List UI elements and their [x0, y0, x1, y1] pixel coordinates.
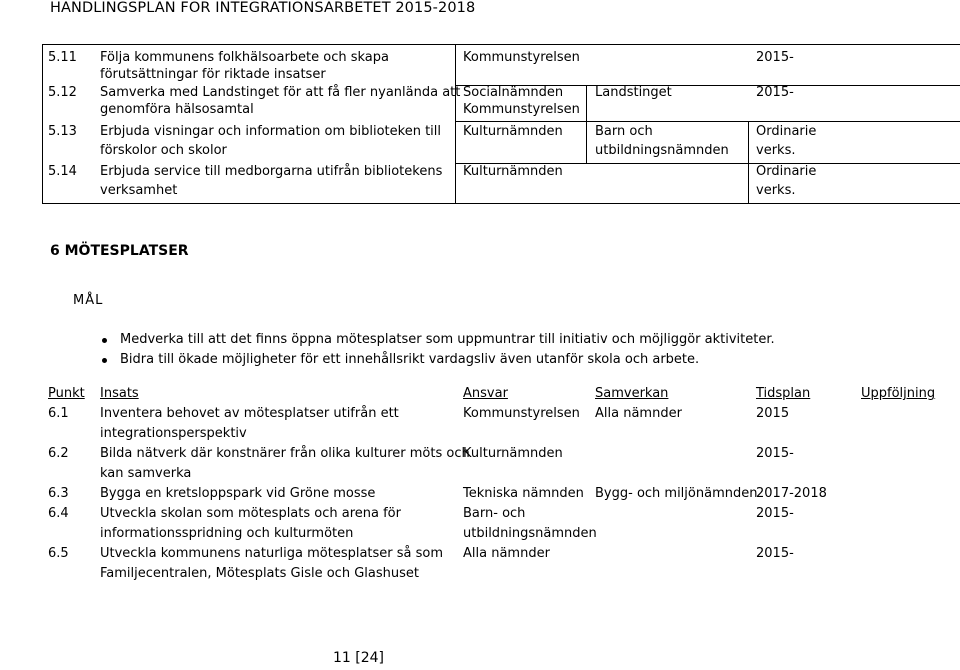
- bullet-icon: [102, 358, 107, 363]
- row-insats: informationsspridning och kulturmöten: [100, 526, 354, 541]
- row-ansvar: Socialnämnden: [463, 85, 564, 100]
- row-insats: Bilda nätverk där konstnärer från olika kulturer möts och: [100, 446, 470, 461]
- row-tidsplan: 2015-: [756, 506, 794, 521]
- column-header-uppfoljning: Uppföljning: [861, 386, 936, 401]
- row-tidsplan: 2015-: [756, 546, 794, 561]
- row-insats: Följa kommunens folkhälsoarbete och skapa: [100, 50, 389, 65]
- row-tidsplan: Ordinarie: [756, 124, 817, 139]
- column-header-punkt: Punkt: [48, 386, 85, 401]
- table-line: [42, 44, 960, 45]
- row-ansvar: Kommunstyrelsen: [463, 50, 580, 65]
- row-ansvar: Kulturnämnden: [463, 164, 563, 179]
- row-insats: Familjecentralen, Mötesplats Gisle och Glashuset: [100, 566, 419, 581]
- column-header-ansvar: Ansvar: [463, 386, 508, 401]
- bullet-icon: [102, 338, 107, 343]
- column-header-samverkan: Samverkan: [595, 386, 669, 401]
- row-ansvar: utbildningsnämnden: [463, 526, 597, 541]
- row-insats: kan samverka: [100, 466, 192, 481]
- row-insats: förutsättningar för riktade insatser: [100, 67, 326, 82]
- row-insats: Utveckla kommunens naturliga mötesplatser så som: [100, 546, 444, 561]
- row-tidsplan: 2015-: [756, 50, 794, 65]
- row-ansvar: Tekniska nämnden: [463, 486, 584, 501]
- row-ansvar: Alla nämnder: [463, 546, 550, 561]
- page-number: 11 [24]: [333, 650, 385, 666]
- goal-text: Bidra till ökade möjligheter för ett innehållsrikt vardagsliv även utanför skola och arbete.: [120, 352, 700, 367]
- row-ansvar: Kommunstyrelsen: [463, 102, 580, 117]
- row-samverkan: Barn och: [595, 124, 653, 139]
- row-ansvar: Kulturnämnden: [463, 124, 563, 139]
- row-tidsplan: 2015-: [756, 446, 794, 461]
- row-punkt: 6.1: [48, 406, 69, 421]
- goal-text: Medverka till att det finns öppna mötesplatser som uppmuntrar till initiativ och möjliggör aktiviteter.: [120, 332, 775, 347]
- row-tidsplan: 2015-: [756, 85, 794, 100]
- row-punkt: 6.3: [48, 486, 69, 501]
- row-samverkan: utbildningsnämnden: [595, 143, 729, 158]
- column-header-tidsplan: Tidsplan: [756, 386, 811, 401]
- row-punkt: 5.11: [48, 50, 77, 65]
- row-ansvar: Barn- och: [463, 506, 526, 521]
- table-line: [455, 121, 960, 122]
- goal-label: MÅL: [73, 293, 104, 308]
- table-line: [42, 203, 960, 204]
- row-ansvar: Kulturnämnden: [463, 446, 563, 461]
- row-insats: Utveckla skolan som mötesplats och arena för: [100, 506, 401, 521]
- row-insats: genomföra hälsosamtal: [100, 102, 254, 117]
- row-ansvar: Kommunstyrelsen: [463, 406, 580, 421]
- row-insats: integrationsperspektiv: [100, 426, 247, 441]
- row-punkt: 6.5: [48, 546, 69, 561]
- row-insats: Erbjuda service till medborgarna utifrån bibliotekens: [100, 164, 443, 179]
- row-samverkan: Landstinget: [595, 85, 672, 100]
- row-punkt: 5.14: [48, 164, 77, 179]
- row-insats: verksamhet: [100, 183, 178, 198]
- row-insats: Inventera behovet av mötesplatser utifrån ett: [100, 406, 399, 421]
- row-tidsplan: Ordinarie: [756, 164, 817, 179]
- row-punkt: 5.13: [48, 124, 77, 139]
- section-heading: 6 MÖTESPLATSER: [50, 243, 189, 259]
- row-punkt: 6.4: [48, 506, 69, 521]
- table-line: [455, 44, 456, 204]
- document-header: HANDLINGSPLAN FÖR INTEGRATIONSARBETET 2015-2018: [50, 0, 476, 16]
- row-insats: Bygga en kretsloppspark vid Gröne mosse: [100, 486, 376, 501]
- row-tidsplan: 2015: [756, 406, 790, 421]
- row-punkt: 6.2: [48, 446, 69, 461]
- row-insats: Samverka med Landstinget för att få fler nyanlända att: [100, 85, 461, 100]
- table-line: [42, 44, 43, 204]
- column-header-insats: Insats: [100, 386, 139, 401]
- table-line: [586, 85, 587, 163]
- row-samverkan: Bygg- och miljönämnden: [595, 486, 758, 501]
- row-tidsplan: verks.: [756, 183, 796, 198]
- row-tidsplan: verks.: [756, 143, 796, 158]
- row-punkt: 5.12: [48, 85, 77, 100]
- row-insats: förskolor och skolor: [100, 143, 227, 158]
- row-samverkan: Alla nämnder: [595, 406, 682, 421]
- table-line: [748, 121, 749, 203]
- row-insats: Erbjuda visningar och information om biblioteken till: [100, 124, 442, 139]
- row-tidsplan: 2017-2018: [756, 486, 827, 501]
